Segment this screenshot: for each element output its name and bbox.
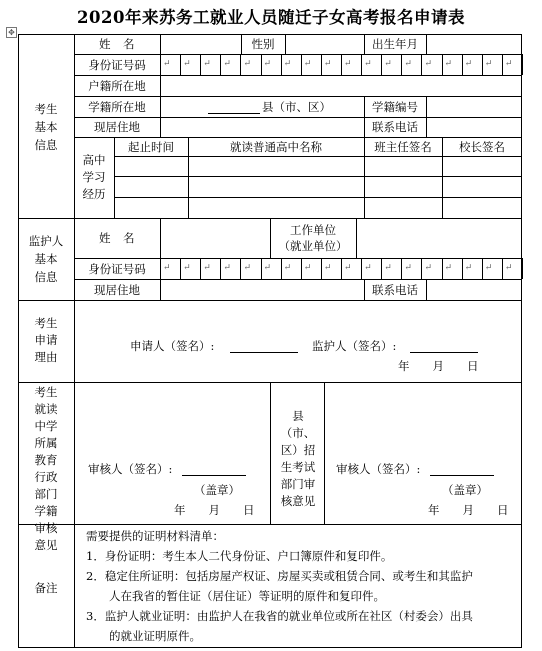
- edu-review-label: 考生就读中学所属教育行政部门学籍审核意见: [34, 385, 58, 552]
- student-section-label: 考生 基本 信息: [34, 102, 58, 152]
- id-digit-cell[interactable]: ↵: [243, 263, 251, 273]
- student-hukou-label: 户籍所在地: [88, 79, 146, 93]
- edu-reviewer-signature-label: 审核人（签名）:: [88, 462, 173, 476]
- id-digit-cell[interactable]: ↵: [283, 59, 292, 69]
- applicant-signature-label: 申请人（签名）:: [130, 339, 215, 353]
- divider: [74, 137, 522, 138]
- id-digit-cell[interactable]: ↵: [163, 263, 171, 273]
- id-digit-cell-border: [421, 258, 422, 279]
- guardian-work-label: 工作单位: [290, 223, 336, 237]
- guardian-signature-label: 监护人（签名）:: [312, 339, 397, 353]
- notes-item: 人在我省的暂住证（居住证）等证明的原件和复印件。: [86, 589, 385, 603]
- divider: [114, 197, 522, 198]
- student-dob-label: 出生年月: [372, 37, 418, 51]
- student-address-label: 现居住地: [94, 120, 140, 134]
- id-digit-cell-border: [361, 54, 362, 75]
- notes-item: 2．稳定住所证明：包括房屋产权证、房屋买卖或租赁合同、或考生和其监护: [86, 569, 473, 583]
- id-digit-cell-border: [401, 54, 402, 75]
- id-digit-cell[interactable]: ↵: [404, 59, 412, 69]
- id-digit-cell-border: [180, 258, 181, 279]
- notes-item: 的就业证明原件。: [86, 629, 201, 643]
- exam-review-date: 年 月 日: [428, 503, 509, 517]
- notes-item: 3．监护人就业证明：由监护人在我省的就业单位或所在社区（村委会）出具: [86, 609, 473, 623]
- id-digit-cell[interactable]: ↵: [484, 59, 493, 69]
- id-digit-cell-border: [421, 54, 422, 75]
- id-digit-cell-border: [522, 258, 523, 279]
- exam-review-label: 县（市、区）招生考试部门审核意见: [280, 409, 316, 508]
- divider: [74, 75, 522, 76]
- guardian-phone-label: 联系电话: [372, 283, 418, 297]
- divider: [114, 176, 522, 177]
- id-digit-cell-border: [341, 54, 342, 75]
- id-digit-cell-border: [301, 54, 302, 75]
- id-digit-cell-border: [522, 54, 523, 75]
- application-form-table: [18, 34, 522, 648]
- id-digit-cell-border: [281, 54, 282, 75]
- id-digit-cell[interactable]: ↵: [163, 59, 171, 69]
- id-digit-cell[interactable]: ↵: [424, 263, 432, 273]
- id-digit-cell-border: [160, 258, 161, 279]
- id-digit-cell[interactable]: ↵: [384, 263, 392, 273]
- id-digit-cell[interactable]: ↵: [464, 59, 473, 69]
- divider: [74, 54, 522, 55]
- id-digit-cell-border: [462, 54, 463, 75]
- edu-seal-label: （盖章）: [194, 483, 240, 497]
- notes-item: 1．身份证明：考生本人二代身份证、户口簿原件和复印件。: [86, 549, 393, 563]
- student-id-label: 身份证号码: [88, 58, 146, 72]
- id-digit-cell[interactable]: ↵: [283, 263, 292, 273]
- id-digit-cell-border: [200, 258, 201, 279]
- id-digit-cell[interactable]: ↵: [223, 59, 231, 69]
- id-digit-cell[interactable]: ↵: [344, 59, 352, 69]
- id-digit-cell-border: [381, 54, 382, 75]
- id-digit-cell-border: [261, 54, 262, 75]
- id-digit-cell-border: [261, 258, 262, 279]
- id-digit-cell-border: [482, 54, 483, 75]
- id-digit-cell[interactable]: ↵: [504, 59, 513, 69]
- hs-header-period: 起止时间: [128, 140, 174, 154]
- id-digit-cell[interactable]: ↵: [183, 263, 191, 273]
- divider: [114, 156, 522, 157]
- id-digit-cell[interactable]: ↵: [504, 263, 513, 273]
- id-digit-cell-border: [180, 54, 181, 75]
- high-school-label: 高中 学习 经历: [82, 153, 106, 201]
- id-digit-cell-border: [462, 258, 463, 279]
- edu-review-date: 年 月 日: [174, 503, 255, 517]
- id-digit-cell-border: [361, 258, 362, 279]
- id-digit-cell[interactable]: ↵: [203, 59, 211, 69]
- form-title: 2020年来苏务工就业人员随迁子女高考报名申请表: [77, 8, 465, 27]
- exam-seal-label: （盖章）: [442, 483, 488, 497]
- exam-reviewer-signature-label: 审核人（签名）:: [336, 462, 421, 476]
- id-digit-cell[interactable]: ↵: [263, 263, 272, 273]
- id-digit-cell[interactable]: ↵: [464, 263, 473, 273]
- id-digit-cell-border: [341, 258, 342, 279]
- id-digit-cell-border: [502, 54, 503, 75]
- id-digit-cell[interactable]: ↵: [384, 59, 392, 69]
- id-digit-cell[interactable]: ↵: [404, 263, 412, 273]
- id-digit-cell-border: [442, 258, 443, 279]
- id-digit-cell[interactable]: ↵: [303, 263, 312, 273]
- id-digit-cell-border: [321, 258, 322, 279]
- guardian-name-label: 姓 名: [99, 231, 135, 245]
- id-digit-cell[interactable]: ↵: [183, 59, 191, 69]
- notes-header: 需要提供的证明材料清单：: [86, 529, 224, 543]
- id-digit-cell-border: [240, 54, 241, 75]
- id-digit-cell[interactable]: ↵: [303, 59, 312, 69]
- id-digit-cell-border: [200, 54, 201, 75]
- id-digit-cell[interactable]: ↵: [243, 59, 251, 69]
- id-digit-cell-border: [240, 258, 241, 279]
- id-digit-cell[interactable]: ↵: [323, 263, 332, 273]
- id-digit-cell-border: [281, 258, 282, 279]
- id-digit-cell-border: [482, 258, 483, 279]
- guardian-work-sub-label: （就业单位）: [278, 239, 348, 253]
- student-school-location-label: 学籍所在地: [88, 100, 146, 114]
- id-digit-cell-border: [321, 54, 322, 75]
- reason-date: 年 月 日: [398, 359, 479, 373]
- id-digit-cell[interactable]: ↵: [223, 263, 231, 273]
- guardian-section-label: 监护人 基本 信息: [28, 234, 64, 284]
- reason-section-label: 考生 申请 理由: [34, 316, 58, 364]
- id-digit-cell[interactable]: ↵: [364, 59, 372, 69]
- id-digit-cell[interactable]: ↵: [344, 263, 352, 273]
- id-digit-cell[interactable]: ↵: [263, 59, 272, 69]
- student-school-number-label: 学籍编号: [372, 100, 418, 114]
- student-name-label: 姓 名: [99, 37, 135, 51]
- id-digit-cell[interactable]: ↵: [424, 59, 432, 69]
- id-digit-cell[interactable]: ↵: [444, 59, 453, 69]
- divider: [74, 96, 522, 97]
- id-digit-cell[interactable]: ↵: [203, 263, 211, 273]
- guardian-address-label: 现居住地: [94, 283, 140, 297]
- id-digit-cell-border: [220, 258, 221, 279]
- divider: [74, 34, 75, 218]
- id-digit-cell[interactable]: ↵: [323, 59, 332, 69]
- id-digit-cell-border: [160, 54, 161, 75]
- id-digit-cell-border: [502, 258, 503, 279]
- notes-section-label: 备注: [34, 581, 58, 595]
- hs-header-teacher: 班主任签名: [374, 140, 432, 154]
- id-digit-cell[interactable]: ↵: [444, 263, 453, 273]
- student-gender-label: 性别: [251, 37, 275, 51]
- id-digit-cell[interactable]: ↵: [484, 263, 493, 273]
- county-text: 县（市、区）: [262, 100, 331, 114]
- hs-header-school: 就读普通高中名称: [230, 140, 322, 154]
- id-digit-cell-border: [301, 258, 302, 279]
- id-digit-cell-border: [401, 258, 402, 279]
- guardian-id-label: 身份证号码: [88, 262, 146, 276]
- id-digit-cell-border: [442, 54, 443, 75]
- student-phone-label: 联系电话: [372, 120, 418, 134]
- id-digit-cell[interactable]: ↵: [364, 263, 372, 273]
- id-digit-cell-border: [220, 54, 221, 75]
- divider: [74, 117, 522, 118]
- id-digit-cell-border: [381, 258, 382, 279]
- table-move-handle-icon[interactable]: ✥: [6, 27, 17, 38]
- hs-header-principal: 校长签名: [459, 140, 505, 154]
